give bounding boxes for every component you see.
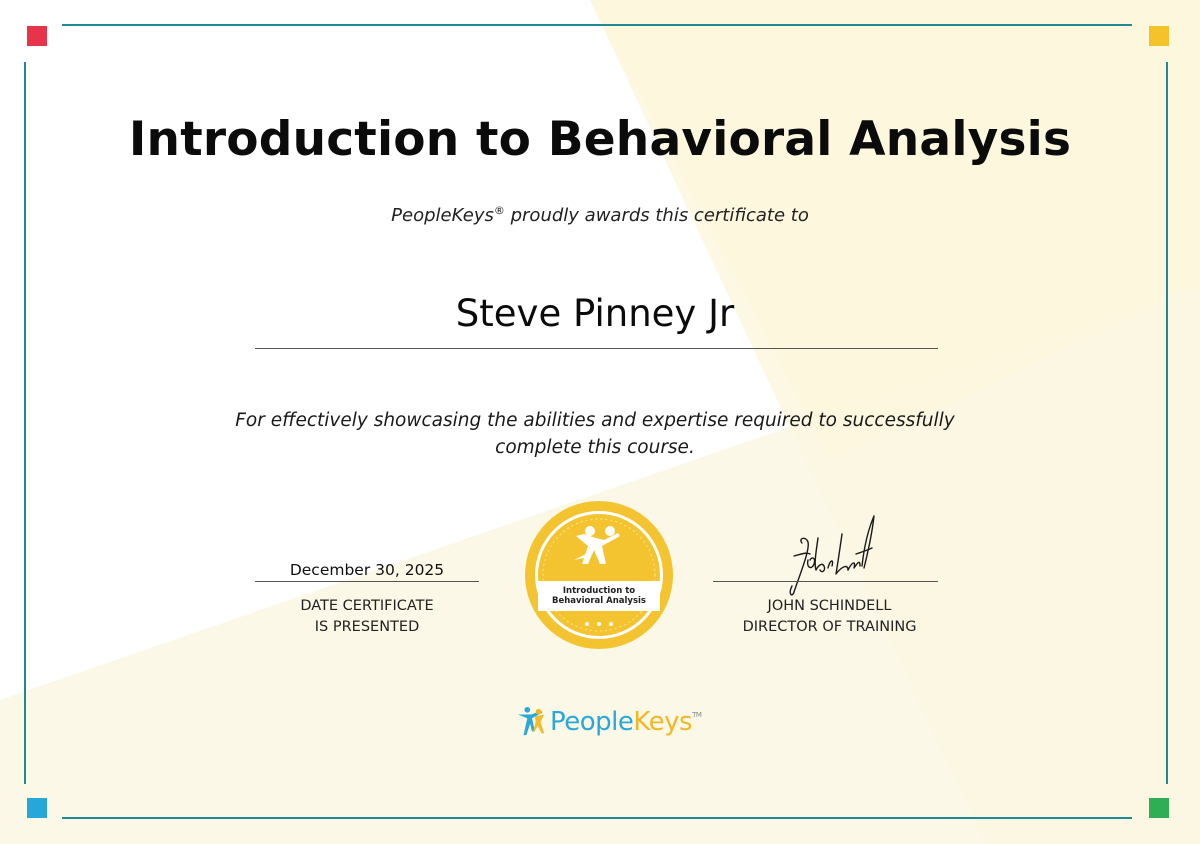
award-reason bbox=[220, 407, 970, 461]
certificate-title: Introduction to Behavioral Analysis bbox=[128, 112, 1072, 167]
frame-bottom-line bbox=[62, 817, 1132, 819]
award-reason-line-1: For effectively showcasing the abilities and expertise required to successfully bbox=[235, 410, 955, 431]
logo-word-people: People bbox=[550, 707, 634, 737]
signatory-name: JOHN SCHINDELL bbox=[767, 598, 892, 614]
logo-wordmark bbox=[550, 707, 701, 737]
date-caption-line-2: IS PRESENTED bbox=[314, 619, 420, 635]
recipient-name: Steve Pinney Jr bbox=[455, 292, 735, 335]
date-caption-line-1: DATE CERTIFICATE bbox=[300, 598, 434, 614]
signature-underline bbox=[713, 581, 938, 582]
recipient-underline bbox=[255, 348, 938, 349]
seal-text-line-2: Behavioral Analysis bbox=[552, 596, 646, 606]
presentation-date: December 30, 2025 bbox=[289, 561, 445, 579]
registered-mark: ® bbox=[493, 204, 505, 217]
corner-square-top-left bbox=[27, 26, 47, 46]
corner-square-bottom-left bbox=[27, 798, 47, 818]
corner-square-top-right bbox=[1149, 26, 1169, 46]
logo-word-keys: Keys bbox=[633, 707, 693, 737]
date-caption bbox=[255, 596, 479, 638]
logo-trademark: TM bbox=[692, 711, 702, 719]
seal-text-line-1: Introduction to bbox=[562, 586, 636, 596]
frame-left-line bbox=[24, 62, 26, 784]
frame-right-line bbox=[1166, 62, 1168, 784]
frame-top-line bbox=[62, 24, 1132, 26]
awarding-brand: PeopleKeys bbox=[391, 205, 494, 226]
peoplekeys-logo-icon bbox=[516, 702, 548, 742]
award-reason-line-2: complete this course. bbox=[495, 437, 695, 458]
corner-square-bottom-right bbox=[1149, 798, 1169, 818]
peoplekeys-logo bbox=[516, 700, 701, 744]
awarded-by-text: proudly awards this certificate to bbox=[510, 205, 809, 226]
signatory-title: DIRECTOR OF TRAINING bbox=[742, 619, 917, 635]
date-underline bbox=[255, 581, 479, 582]
seal-text bbox=[538, 586, 660, 606]
signature-icon bbox=[772, 508, 892, 598]
course-seal bbox=[524, 500, 674, 650]
awarded-by-line bbox=[0, 204, 1200, 226]
signatory-caption bbox=[713, 596, 946, 638]
